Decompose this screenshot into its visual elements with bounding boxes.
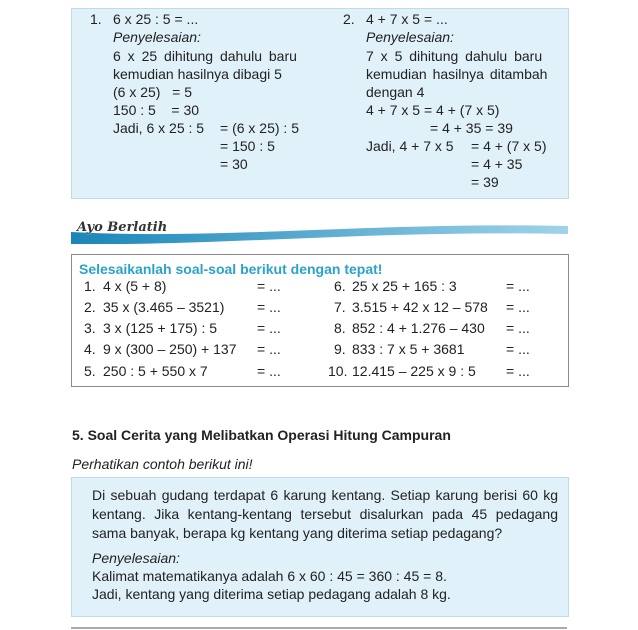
practice-item-question: 35 x (3.465 – 3521): [103, 299, 225, 315]
example-1-line: (6 x 25) = 5: [113, 84, 192, 100]
example-2-line: dengan 4: [366, 84, 425, 100]
section-heading: 5. Soal Cerita yang Melibatkan Operasi Hitung Campuran: [72, 427, 451, 443]
practice-item-answer: = ...: [506, 320, 530, 336]
example-2-step: = 39: [471, 174, 499, 190]
solution-line: Kalimat matematikanya adalah 6 x 60 : 45 = 360 : 45 = 8.: [92, 568, 447, 584]
example-2-label: Penyelesaian:: [366, 29, 454, 45]
practice-item-number: 7.: [334, 299, 346, 315]
practice-item-answer: = ...: [506, 278, 530, 294]
solution-conclusion: Jadi, kentang yang diterima setiap pedagang adalah 8 kg.: [92, 586, 451, 602]
example-1-step: = 150 : 5: [220, 138, 275, 154]
practice-item-number: 10.: [328, 363, 348, 379]
practice-item-number: 9.: [334, 341, 346, 357]
practice-item-answer: = ...: [506, 299, 530, 315]
practice-item-question: 12.415 – 225 x 9 : 5: [352, 363, 476, 379]
practice-instruction: Selesaikanlah soal-soal berikut dengan tepat!: [79, 261, 383, 277]
example-2-line: 4 + 7 x 5 = 4 + (7 x 5): [366, 102, 500, 118]
example-2-question: 4 + 7 x 5 = ...: [366, 11, 448, 27]
example-1-line: 6 x 25 dihitung dahulu baru: [113, 48, 297, 64]
example-1-step: = 30: [220, 156, 248, 172]
story-text: Di sebuah gudang terdapat 6 karung kentang. Setiap karung berisi 60 kg kentang. Jika kentang-kentang tersebut disalurkan pada 45 pedagang sama banyak, berapa kg kentang yang diterima setiap pedagang?: [92, 487, 558, 541]
practice-item-answer: = ...: [257, 320, 281, 336]
practice-item-question: 9 x (300 – 250) + 137: [103, 341, 237, 357]
practice-item-answer: = ...: [257, 341, 281, 357]
practice-item-answer: = ...: [257, 299, 281, 315]
practice-item-answer: = ...: [506, 363, 530, 379]
example-2-jadi: Jadi, 4 + 7 x 5: [366, 138, 454, 154]
practice-item-answer: = ...: [506, 341, 530, 357]
example-2-line: = 4 + 35 = 39: [430, 120, 513, 136]
practice-item-question: 250 : 5 + 550 x 7: [103, 363, 208, 379]
example-1-jadi: Jadi, 6 x 25 : 5: [113, 120, 205, 136]
practice-item-question: 3.515 + 42 x 12 – 578: [352, 299, 488, 315]
example-2-line: 7 x 5 dihitung dahulu baru: [366, 48, 543, 64]
example-1-question: 6 x 25 : 5 = ...: [113, 11, 199, 27]
divider: [71, 627, 567, 629]
practice-item-question: 3 x (125 + 175) : 5: [103, 320, 218, 336]
practice-item-number: 3.: [84, 320, 96, 336]
practice-item-answer: = ...: [257, 278, 281, 294]
solution-label: Penyelesaian:: [92, 550, 180, 566]
practice-item-question: 4 x (5 + 8): [103, 278, 167, 294]
practice-item-number: 4.: [84, 341, 96, 357]
example-1-number: 1.: [90, 11, 102, 27]
example-2-line: kemudian hasilnya ditambah: [366, 66, 548, 82]
practice-item-number: 8.: [334, 320, 346, 336]
example-1-line: kemudian hasilnya dibagi 5: [113, 66, 282, 82]
practice-item-answer: = ...: [257, 363, 281, 379]
practice-item-question: 833 : 7 x 5 + 3681: [352, 341, 465, 357]
example-2-number: 2.: [343, 11, 355, 27]
practice-item-number: 1.: [84, 278, 96, 294]
example-2-step: = 4 + (7 x 5): [471, 138, 547, 154]
example-1-line: 150 : 5 = 30: [113, 102, 200, 118]
banner-title: Ayo Berlatih: [77, 220, 168, 235]
practice-item-number: 5.: [84, 363, 96, 379]
example-1-label: Penyelesaian:: [113, 29, 201, 45]
section-intro: Perhatikan contoh berikut ini!: [72, 456, 253, 472]
example-2-step: = 4 + 35: [471, 156, 523, 172]
example-1-step: = (6 x 25) : 5: [220, 120, 299, 136]
practice-item-number: 2.: [84, 299, 96, 315]
practice-item-number: 6.: [334, 278, 346, 294]
practice-item-question: 852 : 4 + 1.276 – 430: [352, 320, 485, 336]
practice-item-question: 25 x 25 + 165 : 3: [352, 278, 457, 294]
